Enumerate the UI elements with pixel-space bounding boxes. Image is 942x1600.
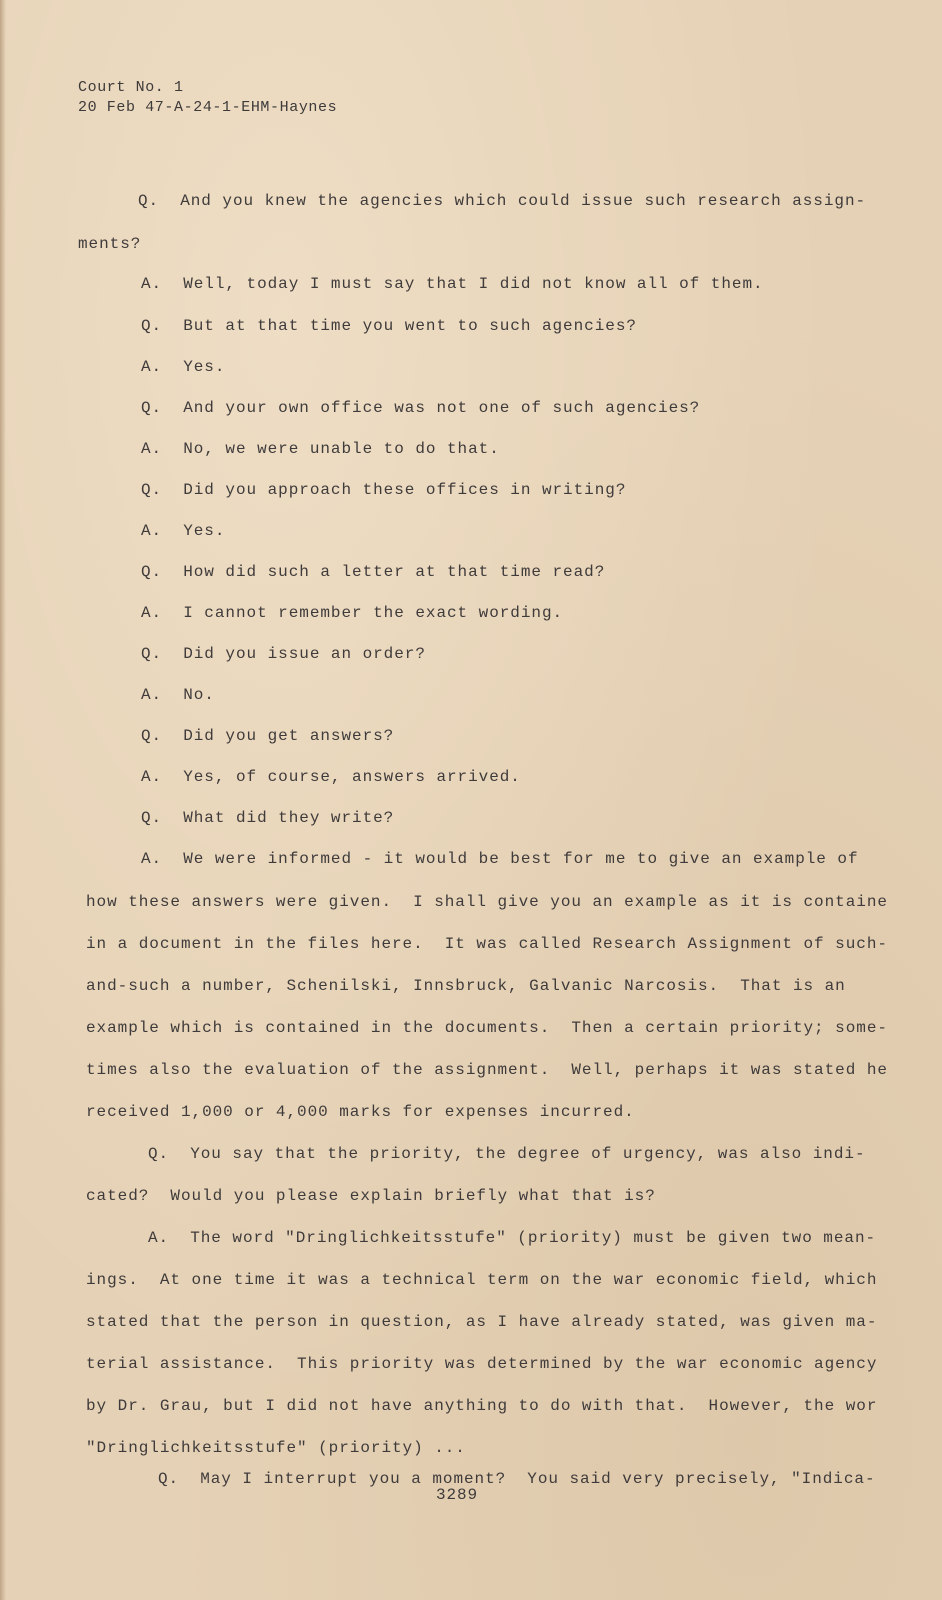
transcript-line: cated? Would you please explain briefly what that is? xyxy=(86,1187,656,1205)
court-number: Court No. 1 xyxy=(78,79,184,96)
transcript-line: times also the evaluation of the assignment. Well, perhaps it was stated he xyxy=(86,1061,888,1079)
document-header xyxy=(78,78,337,118)
transcript-line: A. Well, today I must say that I did not know all of them. xyxy=(141,275,764,293)
transcript-line: Q. Did you issue an order? xyxy=(141,645,426,663)
transcript-line: Q. And your own office was not one of such agencies? xyxy=(141,399,701,417)
transcript-line: A. Yes. xyxy=(141,358,226,376)
transcript-line: Q. What did they write? xyxy=(141,809,395,827)
transcript-line: A. No. xyxy=(141,686,215,704)
transcript-line: received 1,000 or 4,000 marks for expenses incurred. xyxy=(86,1103,635,1121)
transcript-line: Q. Did you get answers? xyxy=(141,727,395,745)
transcript-line: Q. How did such a letter at that time read? xyxy=(141,563,606,581)
transcript-line: by Dr. Grau, but I did not have anything to do with that. However, the wor xyxy=(86,1397,878,1415)
transcript-line: how these answers were given. I shall give you an example as it is containe xyxy=(86,893,888,911)
transcript-line: ings. At one time it was a technical term on the war economic field, which xyxy=(86,1271,878,1289)
transcript-line: A. Yes, of course, answers arrived. xyxy=(141,768,521,786)
transcript-line: Q. Did you approach these offices in writing? xyxy=(141,481,627,499)
transcript-line: A. I cannot remember the exact wording. xyxy=(141,604,564,622)
transcript-line: A. No, we were unable to do that. xyxy=(141,440,500,458)
page-edge xyxy=(0,0,6,1600)
transcript-line: "Dringlichkeitsstufe" (priority) ... xyxy=(86,1439,466,1457)
transcript-line: in a document in the files here. It was called Research Assignment of such- xyxy=(86,935,888,953)
page-number: 3289 xyxy=(436,1486,479,1504)
transcript-line: terial assistance. This priority was determined by the war economic agency xyxy=(86,1355,878,1373)
transcript-line: Q. But at that time you went to such agencies? xyxy=(141,317,637,335)
transcript-line: Q. And you knew the agencies which could issue such research assign- xyxy=(138,192,867,210)
transcript-line: A. We were informed - it would be best for me to give an example of xyxy=(141,850,859,868)
transcript-line: stated that the person in question, as I have already stated, was given ma- xyxy=(86,1313,878,1331)
transcript-line: example which is contained in the documents. Then a certain priority; some- xyxy=(86,1019,888,1037)
transcript-line: ments? xyxy=(78,235,142,253)
transcript-line: and-such a number, Schenilski, Innsbruck, Galvanic Narcosis. That is an xyxy=(86,977,846,995)
transcript-line: Q. You say that the priority, the degree of urgency, was also indi- xyxy=(148,1145,866,1163)
transcript-line: A. Yes. xyxy=(141,522,226,540)
transcript-line: A. The word "Dringlichkeitsstufe" (priority) must be given two mean- xyxy=(148,1229,877,1247)
transcript-line: Q. May I interrupt you a moment? You said very precisely, "Indica- xyxy=(158,1470,876,1488)
session-reference: 20 Feb 47-A-24-1-EHM-Haynes xyxy=(78,99,338,116)
